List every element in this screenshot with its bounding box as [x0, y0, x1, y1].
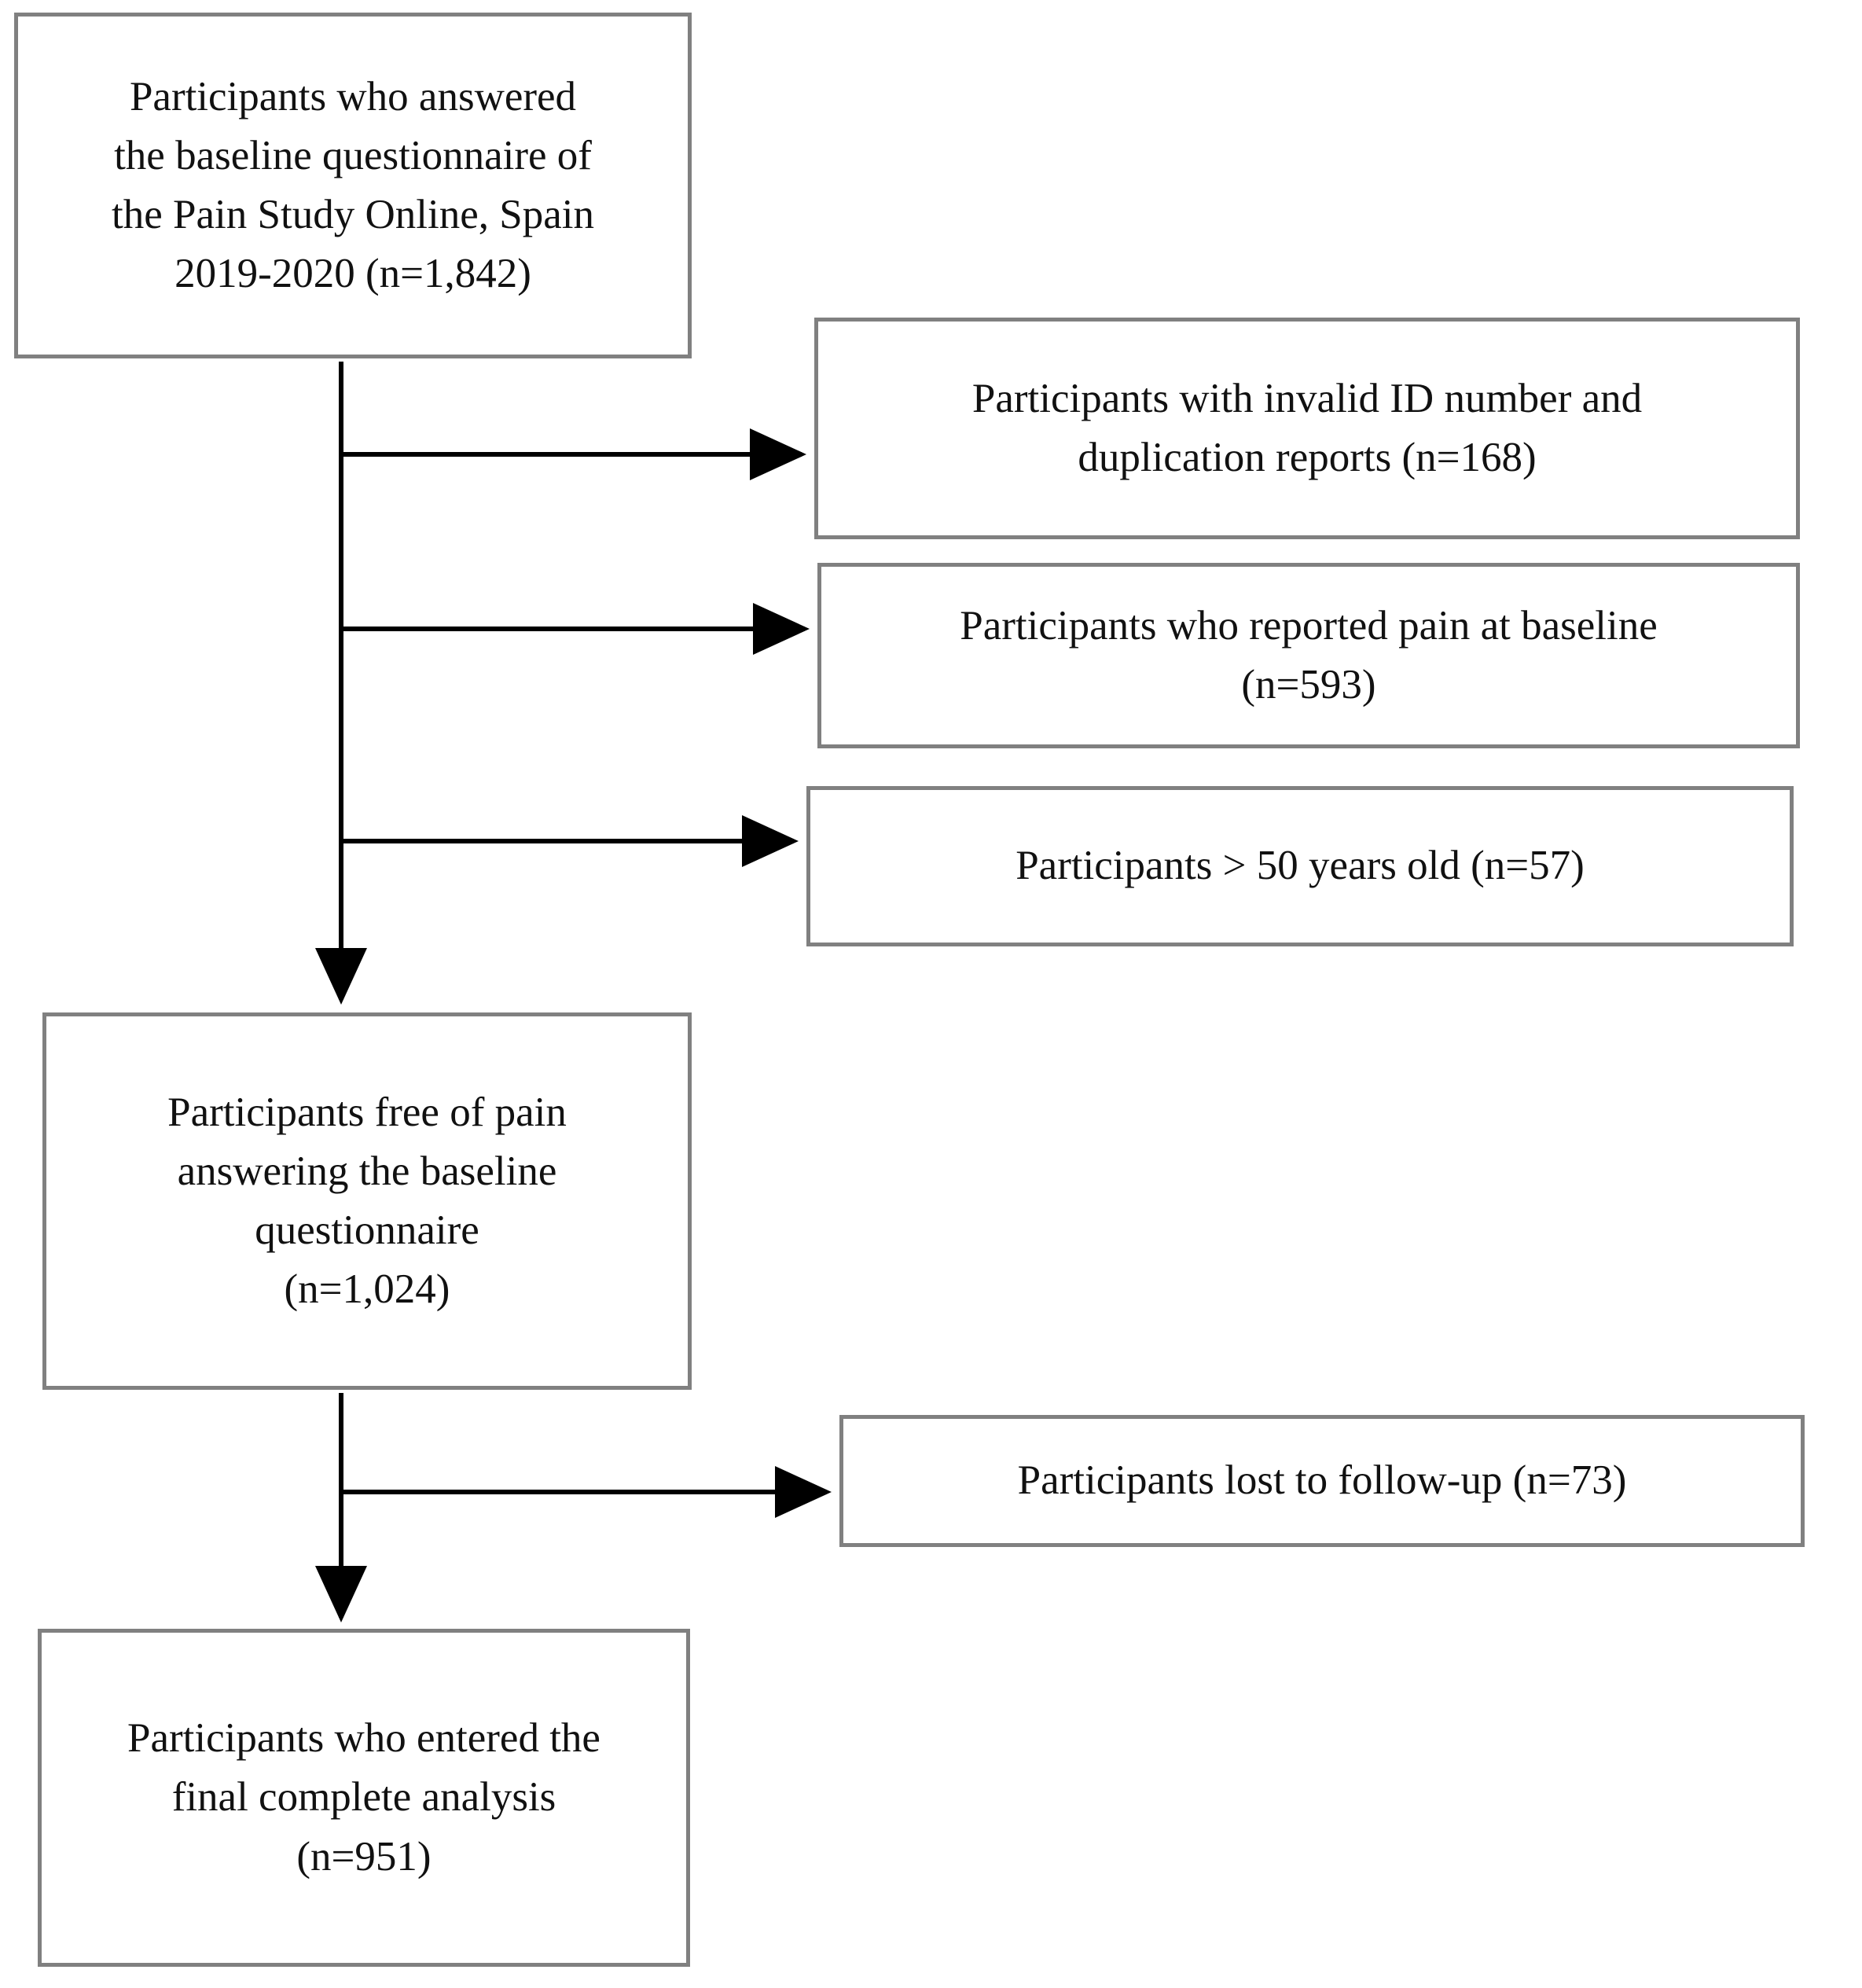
invalid-line-1: Participants with invalid ID number and [971, 375, 1643, 421]
age-line-1: Participants > 50 years old (n=57) [1015, 843, 1585, 889]
final-line-1: Participants who entered the [127, 1715, 600, 1762]
lost-to-followup-exclusion-box [839, 1415, 1805, 1547]
final-line-3: (n=951) [296, 1833, 432, 1880]
invalid-line-2: duplication reports (n=168) [1078, 435, 1537, 480]
free-of-pain-box [42, 1012, 692, 1390]
baseline-line-2: the baseline questionnaire of [114, 132, 592, 178]
age-exclusion-box [806, 786, 1794, 946]
freeofpain-line-3: questionnaire [255, 1207, 479, 1253]
pain-at-baseline-exclusion-box [817, 563, 1800, 748]
pain-line-2: (n=593) [1241, 662, 1376, 707]
pain-line-1: Participants who reported pain at baseline [960, 602, 1658, 649]
baseline-line-4: 2019-2020 (n=1,842) [174, 251, 531, 297]
baseline-line-1: Participants who answered [129, 73, 577, 119]
invalid-id-exclusion-box [814, 318, 1800, 539]
freeofpain-line-2: answering the baseline [177, 1148, 557, 1194]
baseline-questionnaire-box [14, 13, 692, 358]
baseline-line-3: the Pain Study Online, Spain [112, 192, 594, 237]
final-analysis-box [38, 1629, 690, 1967]
final-line-2: final complete analysis [171, 1774, 556, 1821]
freeofpain-line-4: (n=1,024) [284, 1266, 450, 1313]
lost-line-1: Participants lost to follow-up (n=73) [1017, 1457, 1627, 1504]
freeofpain-line-1: Participants free of pain [167, 1089, 567, 1135]
